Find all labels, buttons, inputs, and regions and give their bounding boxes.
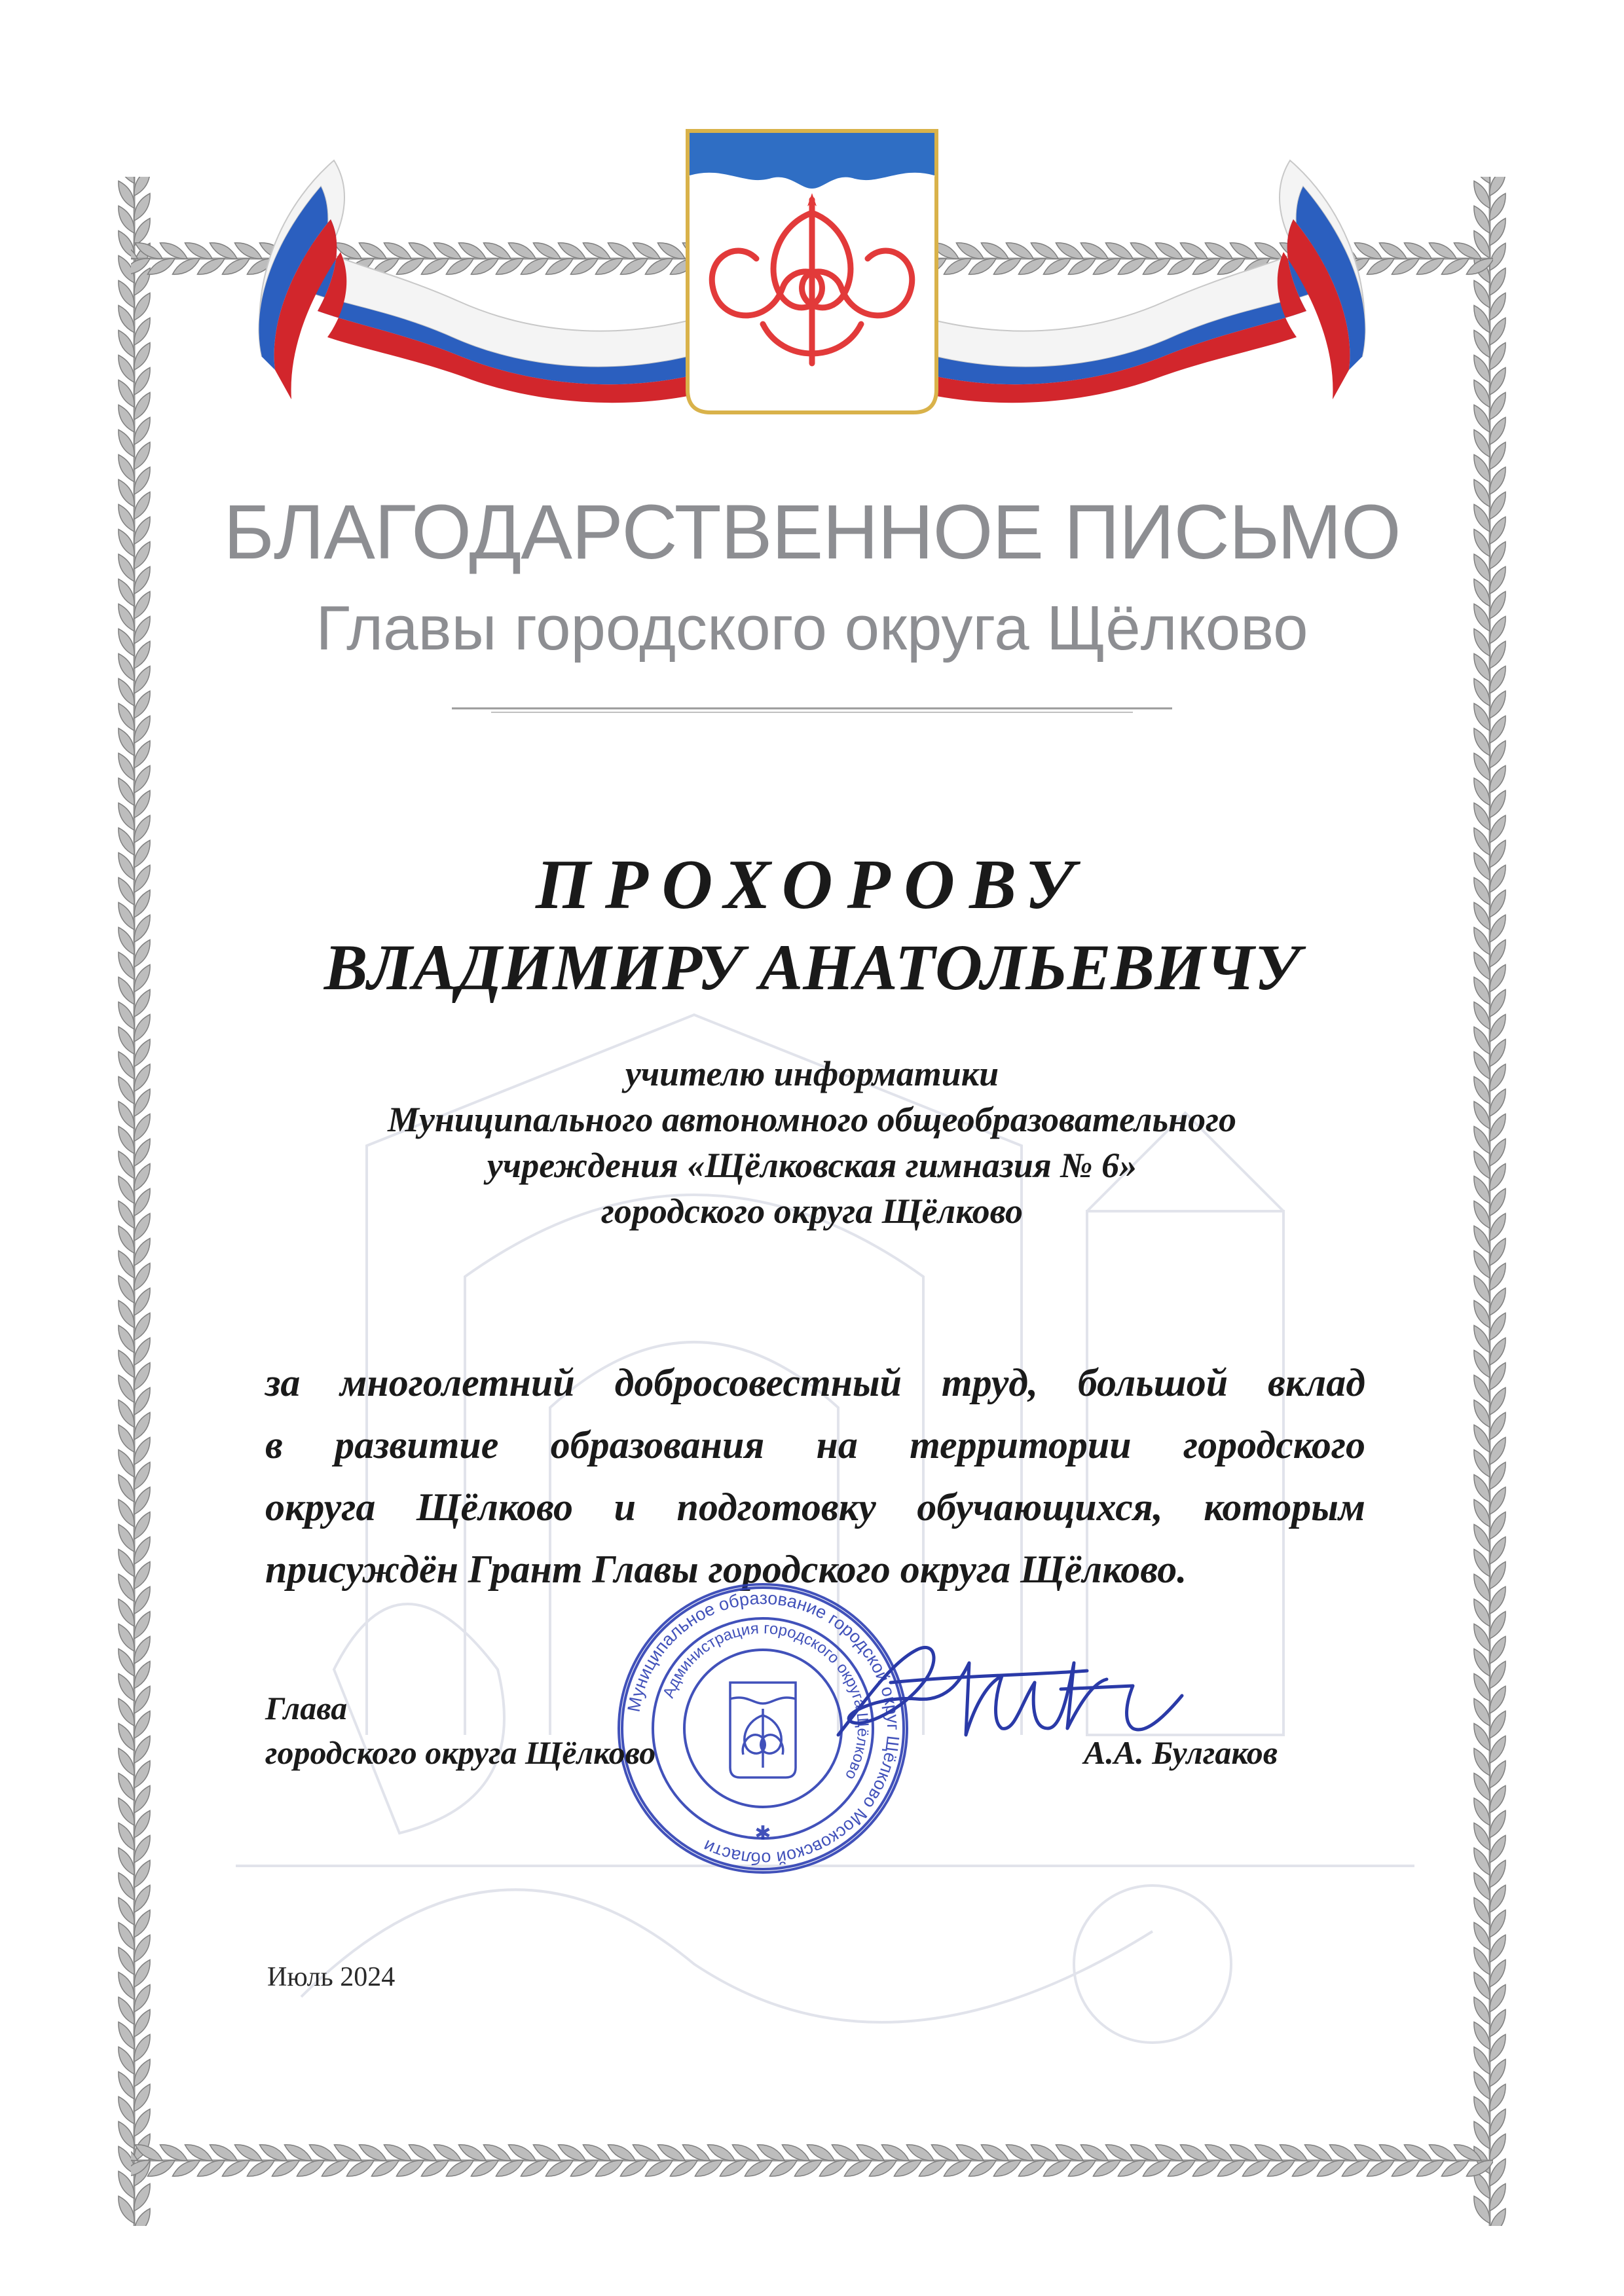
position-line: городского округа Щёлково	[601, 1192, 1023, 1231]
reason-line: в развитие образования на территории городского	[265, 1423, 1365, 1467]
laurel-border-bottom	[131, 2124, 1493, 2196]
stamp-outer-text: Муниципальное образование городской округ Щёлково Московской области	[623, 1588, 904, 1869]
recipient-names: ВЛАДИМИРУ АНАТОЛЬЕВИЧУ	[323, 931, 1301, 1004]
coat-of-arms-emblem	[684, 128, 940, 416]
document-date: Июль 2024	[267, 1962, 396, 1992]
document-title: БЛАГОДАРСТВЕННОЕ ПИСЬМО	[223, 489, 1401, 575]
position-line: учреждения «Щёлковская гимназия № 6»	[487, 1146, 1137, 1185]
position-line: Муниципального автономного общеобразовательного	[387, 1100, 1237, 1139]
document-subtitle: Главы городского округа Щёлково	[316, 593, 1308, 663]
title-divider	[452, 701, 1172, 716]
signatory-title-line: городского округа Щёлково	[265, 1734, 656, 1771]
reason-line: присуждён Грант Главы городского округа Щёлково.	[265, 1548, 1187, 1591]
signatory-title-line: Глава	[265, 1690, 348, 1726]
reason-line: за многолетний добросовестный труд, большой вклад	[265, 1361, 1365, 1404]
award-reason	[265, 1352, 1365, 1601]
stamp-star-icon: ✱	[754, 1823, 771, 1844]
signatory-name: А.А. Булгаков	[1084, 1734, 1278, 1771]
flag-ribbon-right	[930, 141, 1388, 416]
flag-ribbon-left	[236, 141, 694, 416]
stamp-inner-text: Администрация городского округа Щёлково	[659, 1619, 872, 1783]
position-line: учителю информатики	[625, 1054, 999, 1093]
signatory-title	[265, 1686, 655, 1775]
recipient-surname: ПРОХОРОВУ	[535, 846, 1089, 924]
reason-line: округа Щёлково и подготовку обучающихся, которым	[265, 1485, 1365, 1529]
recipient-position	[0, 1051, 1624, 1234]
stamp-emblem-icon	[730, 1683, 796, 1777]
